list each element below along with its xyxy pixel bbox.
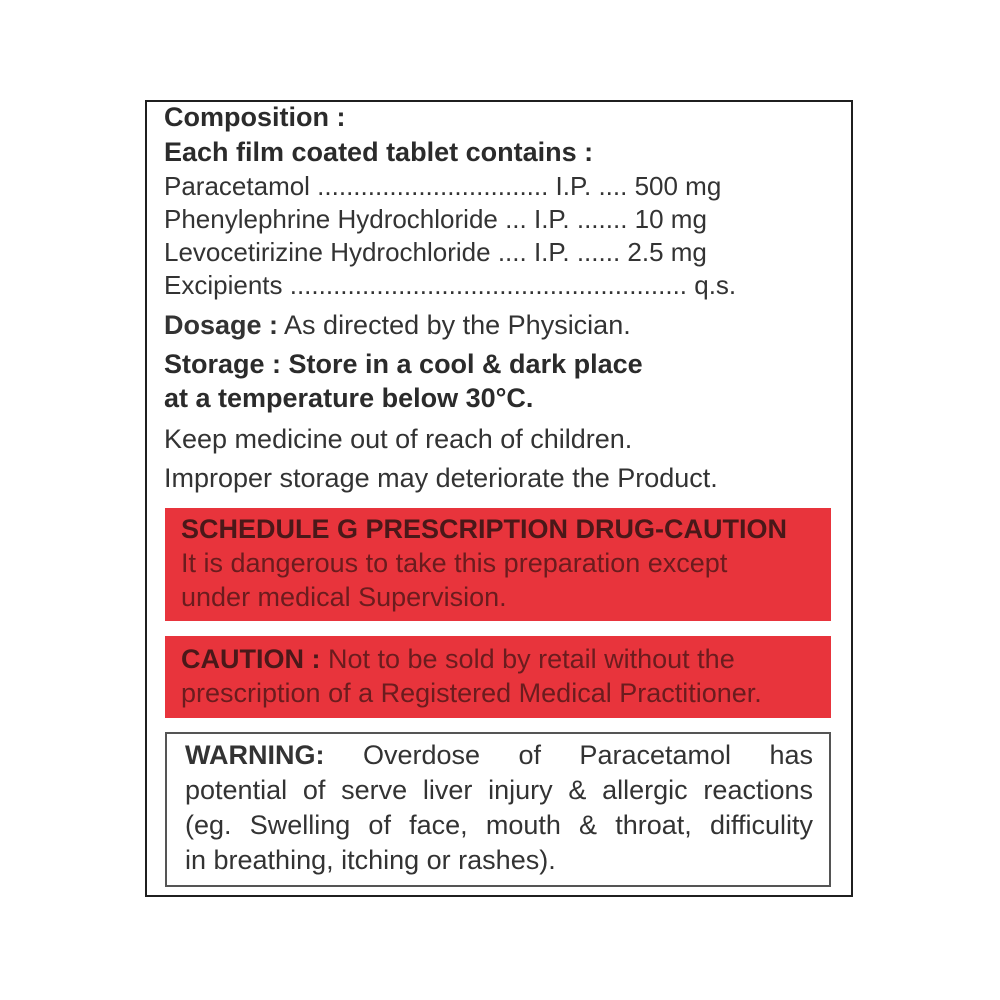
composition-heading: Composition : xyxy=(164,102,346,132)
warning-text: Overdose of Paracetamol has xyxy=(324,740,813,770)
note-storage: Improper storage may deteriorate the Product. xyxy=(164,463,718,493)
schedule-g-title: SCHEDULE G PRESCRIPTION DRUG-CAUTION xyxy=(181,514,788,544)
caution-line-2: prescription of a Registered Medical Practitioner. xyxy=(181,678,762,708)
warning-line-1 xyxy=(185,742,813,769)
dosage-line xyxy=(164,312,631,339)
warning-line-2: potential of serve liver injury & allergic reactions xyxy=(185,775,813,805)
caution-line-1 xyxy=(181,646,735,673)
caution-text: Not to be sold by retail without the xyxy=(320,644,735,674)
dosage-text: As directed by the Physician. xyxy=(278,310,631,340)
schedule-g-box xyxy=(165,508,831,621)
caution-box xyxy=(165,636,831,718)
dosage-label: Dosage : xyxy=(164,310,279,340)
note-children: Keep medicine out of reach of children. xyxy=(164,424,633,454)
ingredient-line: Excipients ....................................................... q.s. xyxy=(164,270,737,300)
storage-line-2: at a temperature below 30°C. xyxy=(164,383,534,413)
warning-line-4: in breathing, itching or rashes). xyxy=(185,845,556,875)
ingredient-line: Paracetamol ................................ I.P. .... 500 mg xyxy=(164,171,722,201)
caution-label: CAUTION : xyxy=(181,644,321,674)
ingredient-line: Phenylephrine Hydrochloride ... I.P. ....... 10 mg xyxy=(164,204,707,234)
composition-subheading: Each film coated tablet contains : xyxy=(164,137,594,167)
schedule-g-line-1: It is dangerous to take this preparation except xyxy=(181,548,728,578)
ingredient-line: Levocetirizine Hydrochloride .... I.P. ...... 2.5 mg xyxy=(164,237,707,267)
storage-line-1: Storage : Store in a cool & dark place xyxy=(164,349,643,379)
schedule-g-line-2: under medical Supervision. xyxy=(181,582,507,612)
warning-line-3: (eg. Swelling of face, mouth & throat, difficulity xyxy=(185,810,813,840)
warning-label: WARNING: xyxy=(185,740,325,770)
warning-box xyxy=(165,732,831,887)
